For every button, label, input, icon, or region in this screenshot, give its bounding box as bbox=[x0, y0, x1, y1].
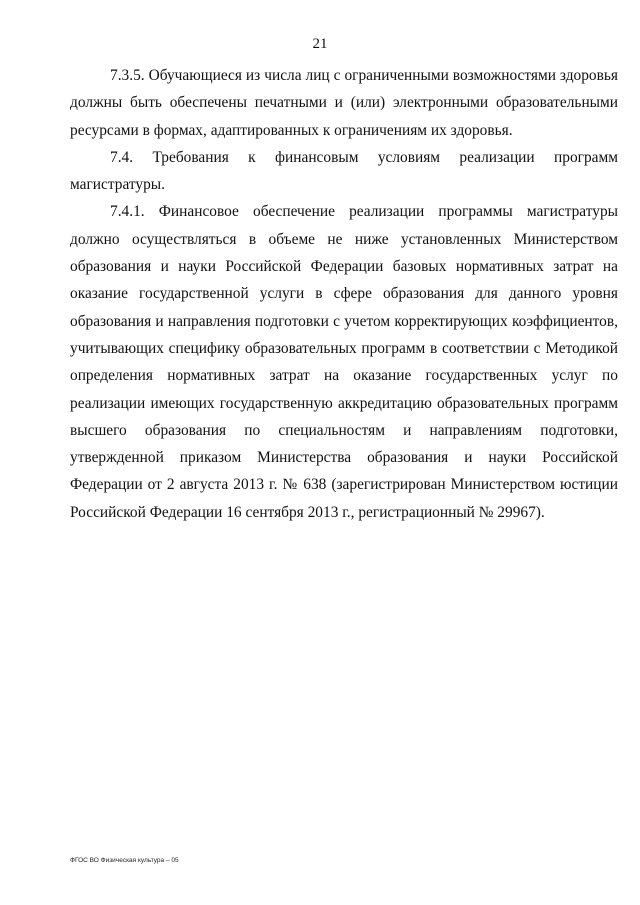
document-body bbox=[70, 62, 618, 526]
paragraph-7-4-1: 7.4.1. Финансовое обеспечение реализации программы магистратуры должно осуществляться в объеме не ниже установленных Министерством образования и науки Российской Федерации базовых нормативных затрат на оказание государственной услуги в сфере образования для данного уровня образования и направления подготовки с учетом корректирующих коэффициентов, учитывающих специфику образовательных программ в соответствии с Методикой определения нормативных затрат на оказание государственных услуг по реализации имеющих государственную аккредитацию образовательных программ высшего образования по специальностям и направлениям подготовки, утвержденной приказом Министерства образования и науки Российской Федерации от 2 августа 2013 г. № 638 (зарегистрирован Министерством юстиции Российской Федерации 16 сентября 2013 г., регистрационный № 29967). bbox=[70, 203, 618, 521]
paragraph-7-4: 7.4. Требования к финансовым условиям реализации программ магистратуры. bbox=[70, 148, 618, 194]
page-number: 21 bbox=[312, 36, 328, 52]
page-footer: ФГОС ВО Физическая культура – 05 bbox=[70, 857, 179, 864]
paragraph-7-3-5: 7.3.5. Обучающиеся из числа лиц с ограниченными возможностями здоровья должны быть обеспечены печатными и (или) электронными образовательными ресурсами в формах, адаптированных к ограничениям их здоровья. bbox=[70, 67, 618, 139]
